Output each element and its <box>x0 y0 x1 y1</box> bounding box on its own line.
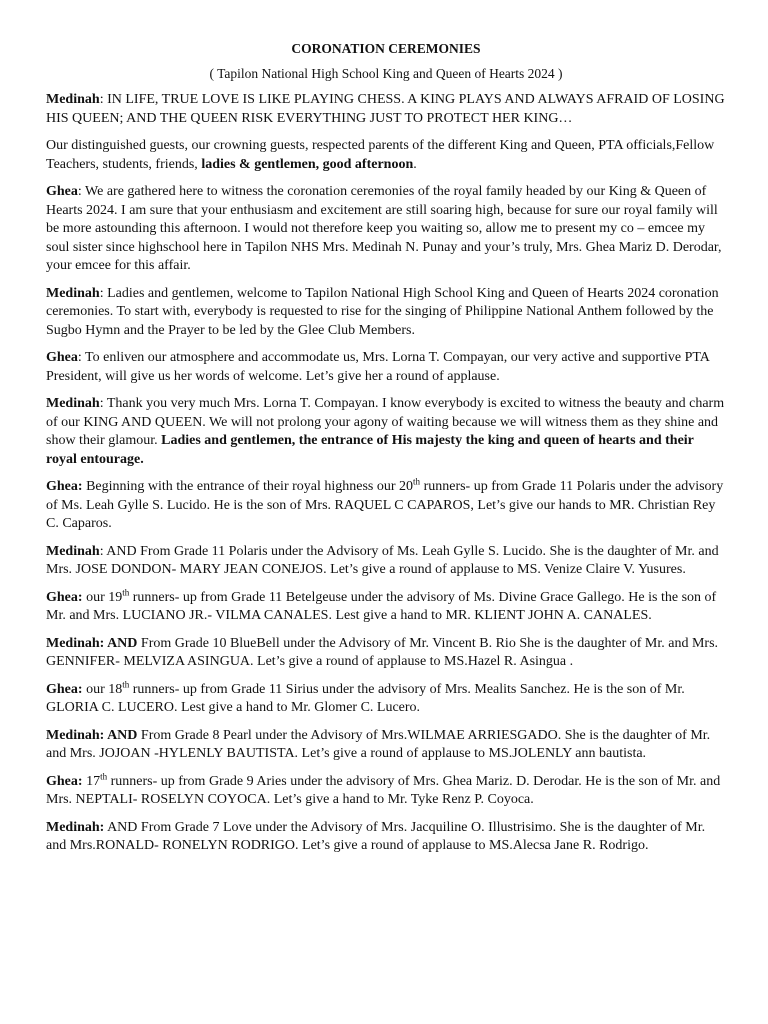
script-paragraph <box>46 727 726 764</box>
paragraph-text: From Grade 8 Pearl under the Advisory of Mrs.WILMAE ARRIESGADO. She is the daughter of Mr. and Mrs. JOJOAN -HYLENLY BAUTISTA. Let’s give a round of applause to MS.JOLENLY ann bautista. <box>46 727 711 761</box>
document-title: CORONATION CEREMONIES <box>291 41 481 56</box>
paragraph-text: : To enliven our atmosphere and accommodate us, Mrs. Lorna T. Compayan, our very active and supportive PTA President, will give us her words of welcome. Let’s give her a round of applause. <box>46 350 710 384</box>
script-paragraph <box>46 543 726 580</box>
paragraph-text: : Thank you very much Mrs. Lorna T. Compayan. I know everybody is excited to witness the beauty and charm of our KING AND QUEEN. We will not prolong your agony of waiting because we will witness them as they shine and show their glamour. <box>46 396 725 448</box>
paragraph-text: : Ladies and gentlemen, welcome to Tapilon National High School King and Queen of Hearts 2024 coronation ceremonies. To start with, everybody is requested to rise for the singing of Philippine National Anthem followed by the Sugbo Hymn and the Prayer to be led by the Glee Club Members. <box>46 285 719 338</box>
paragraph-text: 17 <box>82 773 101 789</box>
paragraph-text: : We are gathered here to witness the coronation ceremonies of the royal family headed by our King & Queen of Hearts 2024. I am sure that your enthusiasm and excitement are still soaring high, because for sure our royal family will be more astounding this afternoon. I would not therefore keep you waiting so, allow me to present my co – emcee my soul sister since highschool here in Tapilon NHS Mrs. Medinah N. Punay and your’s truly, Mrs. Ghea Mariz D. Derodar, your emcee for this affair. <box>46 184 722 273</box>
script-paragraph <box>46 586 726 626</box>
speaker-name: Ghea: <box>46 681 83 697</box>
paragraph-text: AND From Grade 7 Love under the Advisory of Mrs. Jacquiline O. Illustrisimo. She is the daughter of Mr. and Mrs.RONALD- RONELYN RODRIGO. Let’s give a round of applause to MS.Alecsa Jane R. Rodrigo. <box>46 819 706 853</box>
script-paragraph <box>46 478 726 534</box>
paragraph-text: our 19 <box>82 589 123 605</box>
ordinal-suffix: th <box>100 770 108 781</box>
paragraph-text: Beginning with the entrance of their royal highness our 20 <box>82 479 414 494</box>
ordinal-suffix: th <box>122 678 130 689</box>
speaker-name: Ghea: <box>46 479 83 494</box>
speaker-name: Ghea <box>46 184 78 199</box>
speaker-name: Medinah <box>46 543 100 559</box>
paragraph-text: : IN LIFE, TRUE LOVE IS LIKE PLAYING CHESS. A KING PLAYS AND ALWAYS AFRAID OF LOSING HIS QUEEN; AND THE QUEEN RISK EVERYTHING JUST TO PROTECT HER KING… <box>46 92 725 126</box>
script-paragraph <box>46 91 726 128</box>
script-paragraph <box>46 183 726 276</box>
speaker-name: Ghea: <box>46 773 83 789</box>
ordinal-suffix: th <box>413 476 421 487</box>
script-paragraph <box>46 349 726 386</box>
speaker-name: Medinah <box>46 285 100 301</box>
paragraph-bold-text: ladies & gentlemen, good afternoon <box>201 156 414 172</box>
script-paragraph <box>46 819 726 856</box>
ordinal-suffix: th <box>122 586 130 597</box>
paragraph-text-end: runners- up from Grade 11 Betelgeuse under the advisory of Ms. Divine Grace Gallego. He is the son of Mr. and Mrs. LUCIANO JR.- VILMA CANALES. Lest give a hand to MR. KLIENT JOHN A. CANALES. <box>46 589 717 623</box>
speaker-name: Ghea: <box>46 589 83 605</box>
speaker-name: Medinah: <box>46 819 105 835</box>
script-paragraph <box>46 770 726 810</box>
script-paragraph <box>46 678 726 718</box>
speaker-name: Medinah <box>46 92 100 107</box>
paragraph-text-end: runners- up from Grade 9 Aries under the advisory of Mrs. Ghea Mariz. D. Derodar. He is the son of Mr. and Mrs. NEPTALI- ROSELYN COYOCA. Let’s give a hand to Mr. Tyke Renz P. Coyoca. <box>46 773 721 807</box>
speaker-name: Medinah <box>46 396 100 411</box>
paragraph-text: our 18 <box>82 681 123 697</box>
script-paragraph <box>46 395 726 469</box>
script-paragraph <box>46 635 726 672</box>
document-subtitle: ( Tapilon National High School King and Queen of Hearts 2024 ) <box>209 65 563 81</box>
paragraph-text-end: runners- up from Grade 11 Polaris under the advisory of Ms. Leah Gylle S. Lucido. He is the son of Mrs. RAQUEL C CAPAROS, Let’s give our hands to MR. Christian Rey C. Caparos. <box>46 479 724 531</box>
paragraph-text-end: runners- up from Grade 11 Sirius under the advisory of Mrs. Mealits Sanchez. He is the son of Mr. GLORIA C. LUCERO. Lest give a hand to Mr. Glomer C. Lucero. <box>46 681 685 715</box>
speaker-name: Medinah: AND <box>46 727 138 743</box>
script-paragraph <box>46 285 726 341</box>
paragraph-text-end: . <box>413 156 417 172</box>
paragraph-text: Our distinguished guests, our crowning guests, respected parents of the different King and Queen, PTA officials,Fellow Teachers, students, friends, <box>46 138 715 172</box>
paragraph-text: From Grade 10 BlueBell under the Advisory of Mr. Vincent B. Rio She is the daughter of Mr. and Mrs. GENNIFER- MELVIZA ASINGUA. Let’s give a round of applause to MS.Hazel R. Asingua . <box>46 635 719 669</box>
paragraph-bold-text: Ladies and gentlemen, the entrance of His majesty the king and queen of hearts and their royal entourage. <box>46 433 694 467</box>
speaker-name: Medinah: AND <box>46 635 138 651</box>
script-paragraph <box>46 137 726 174</box>
paragraph-text: : AND From Grade 11 Polaris under the Advisory of Ms. Leah Gylle S. Lucido. She is the daughter of Mr. and Mrs. JOSE DONDON- MARY JEAN CONEJOS. Let’s give a round of applause to MS. Venize Claire V. Yusures. <box>46 543 719 577</box>
speaker-name: Ghea <box>46 350 78 365</box>
document-page <box>46 40 726 865</box>
